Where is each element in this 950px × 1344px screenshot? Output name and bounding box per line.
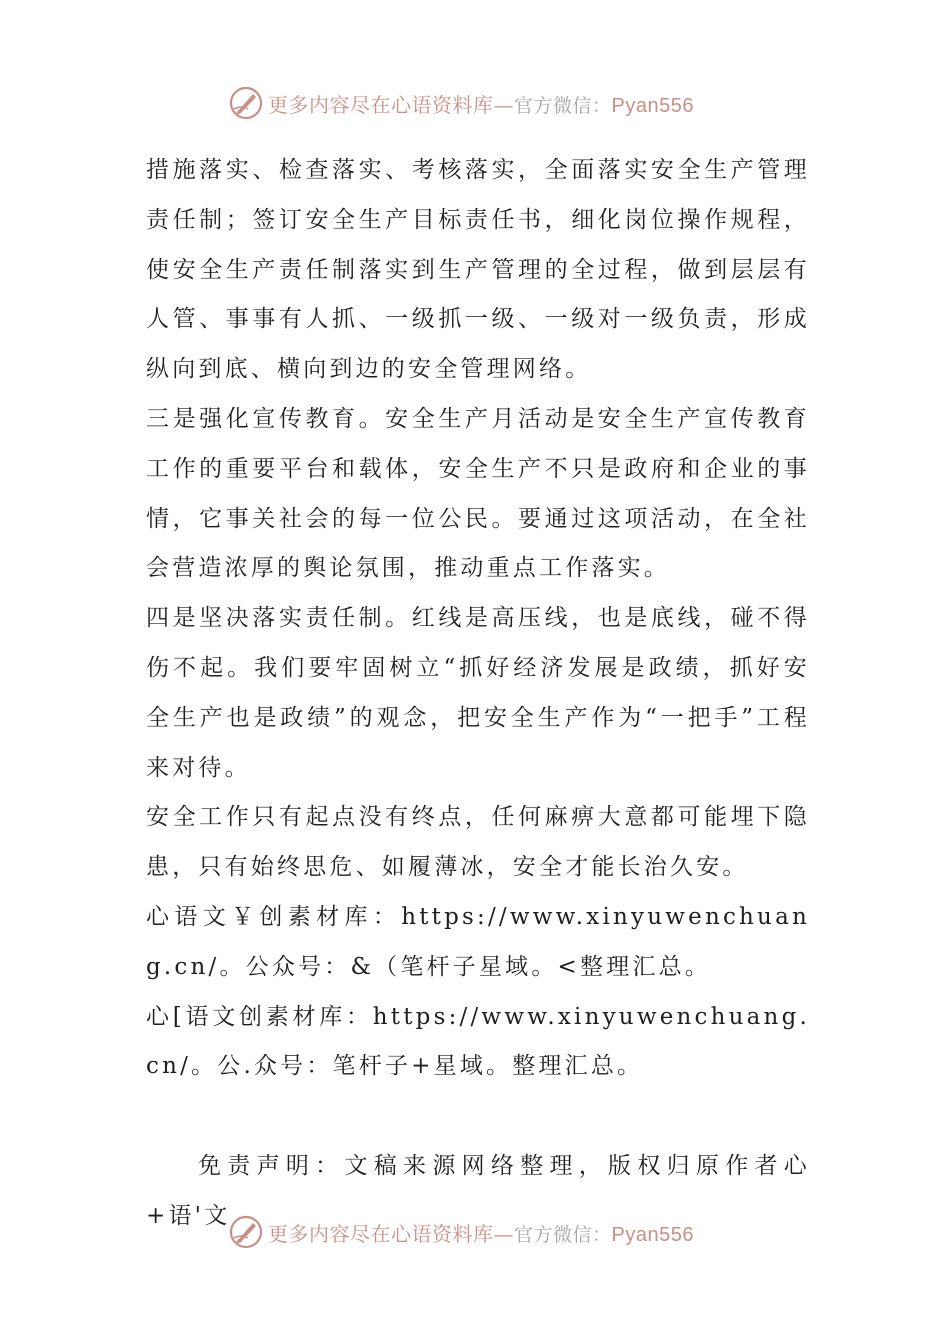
footer-banner: [228, 1212, 728, 1252]
header-banner: [228, 83, 728, 123]
footer-banner-text: [268, 1218, 694, 1247]
footer-dash: —: [493, 1221, 514, 1246]
footer-wechat-label: 官方微信：: [514, 1223, 612, 1246]
header-dash: —: [493, 92, 514, 117]
pen-logo-icon: [228, 1214, 264, 1250]
document-body: [146, 146, 810, 1242]
footer-wechat-id: Pyan556: [611, 1223, 694, 1246]
paragraph-6: 心[语文创素材库：https://www.xinyuwenchuang.cn/。公.众号：笔杆子+星域。整理汇总。: [146, 1003, 810, 1080]
header-wechat-label: 官方微信：: [514, 94, 612, 117]
paragraph-1: 措施落实、检查落实、考核落实，全面落实安全生产管理责任制；签订安全生产目标责任书，细化岗位操作规程，使安全生产责任制落实到生产管理的全过程，做到层层有人管、事事有人抓、一级抓一级、一级对一级负责，形成纵向到底、横向到边的安全管理网络。: [146, 157, 810, 383]
header-wechat-id: Pyan556: [611, 94, 694, 117]
header-brand: 更多内容尽在心语资料库: [268, 92, 494, 117]
disclaimer: 免责声明：文稿来源网络整理，版权归原作者心+语'文: [146, 1153, 810, 1229]
footer-brand: 更多内容尽在心语资料库: [268, 1221, 494, 1246]
paragraph-4: 安全工作只有起点没有终点，任何麻痹大意都可能埋下隐患，只有始终思危、如履薄冰，安全才能长治久安。: [146, 804, 810, 881]
header-banner-text: [268, 89, 694, 118]
pen-logo-icon: [228, 85, 264, 121]
paragraph-2: 三是强化宣传教育。安全生产月活动是安全生产宣传教育工作的重要平台和载体，安全生产不只是政府和企业的事情，它事关社会的每一位公民。要通过这项活动，在全社会营造浓厚的舆论氛围，推动重点工作落实。: [146, 405, 810, 582]
paragraph-3: 四是坚决落实责任制。红线是高压线，也是底线，碰不得伤不起。我们要牢固树立“抓好经济发展是政绩，抓好安全生产也是政绩”的观念，把安全生产作为“一把手”工程来对待。: [146, 605, 810, 781]
paragraph-5: 心语文￥创素材库：https://www.xinyuwenchuang.cn/。公众号：&（笔杆子星域。<整理汇总。: [146, 903, 810, 980]
